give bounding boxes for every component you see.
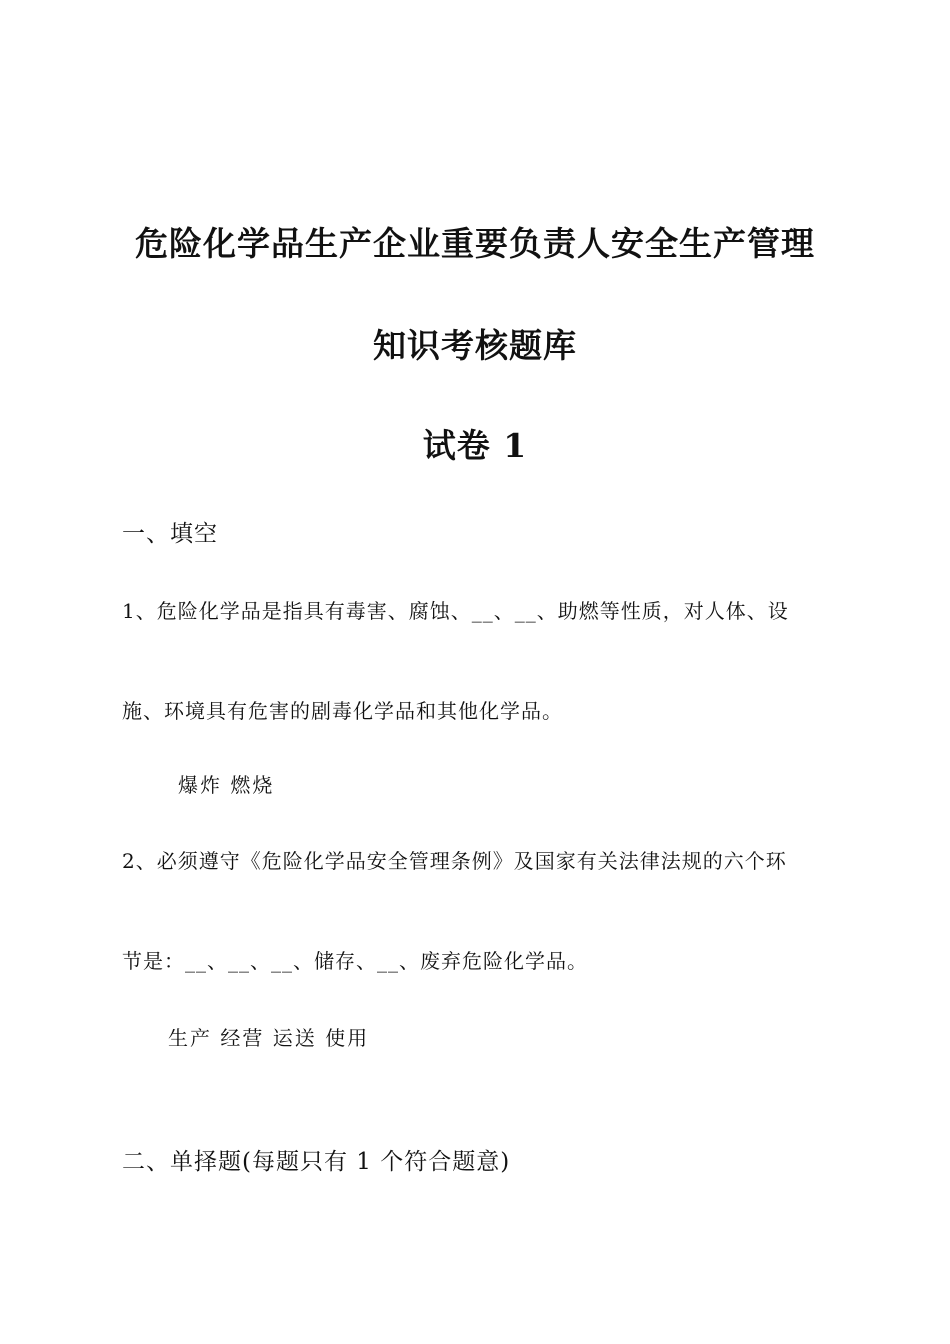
question-2-line-2: 节是：__、__、__、储存、__、废弃危险化学品。 [122, 949, 588, 973]
question-2-answer: 生产 经营 运送 使用 [168, 1026, 370, 1050]
exam-paper-title: 试卷 1 [422, 426, 528, 465]
question-1-line-2: 施、环境具有危害的剧毒化学品和其他化学品。 [122, 699, 563, 723]
document-title-line-2: 知识考核题库 [373, 326, 577, 365]
question-2-line-1: 2、必须遵守《危险化学品安全管理条例》及国家有关法律法规的六个环 [122, 849, 787, 873]
section-single-choice-heading: 二、单择题(每题只有 1 个符合题意) [122, 1149, 511, 1175]
question-1-answer: 爆炸 燃烧 [178, 773, 275, 797]
question-1-line-1: 1、危险化学品是指具有毒害、腐蚀、__、__、助燃等性质，对人体、设 [122, 599, 789, 623]
document-title-line-1: 危险化学品生产企业重要负责人安全生产管理 [135, 224, 815, 263]
section-fill-in-heading: 一、填空 [122, 521, 218, 547]
